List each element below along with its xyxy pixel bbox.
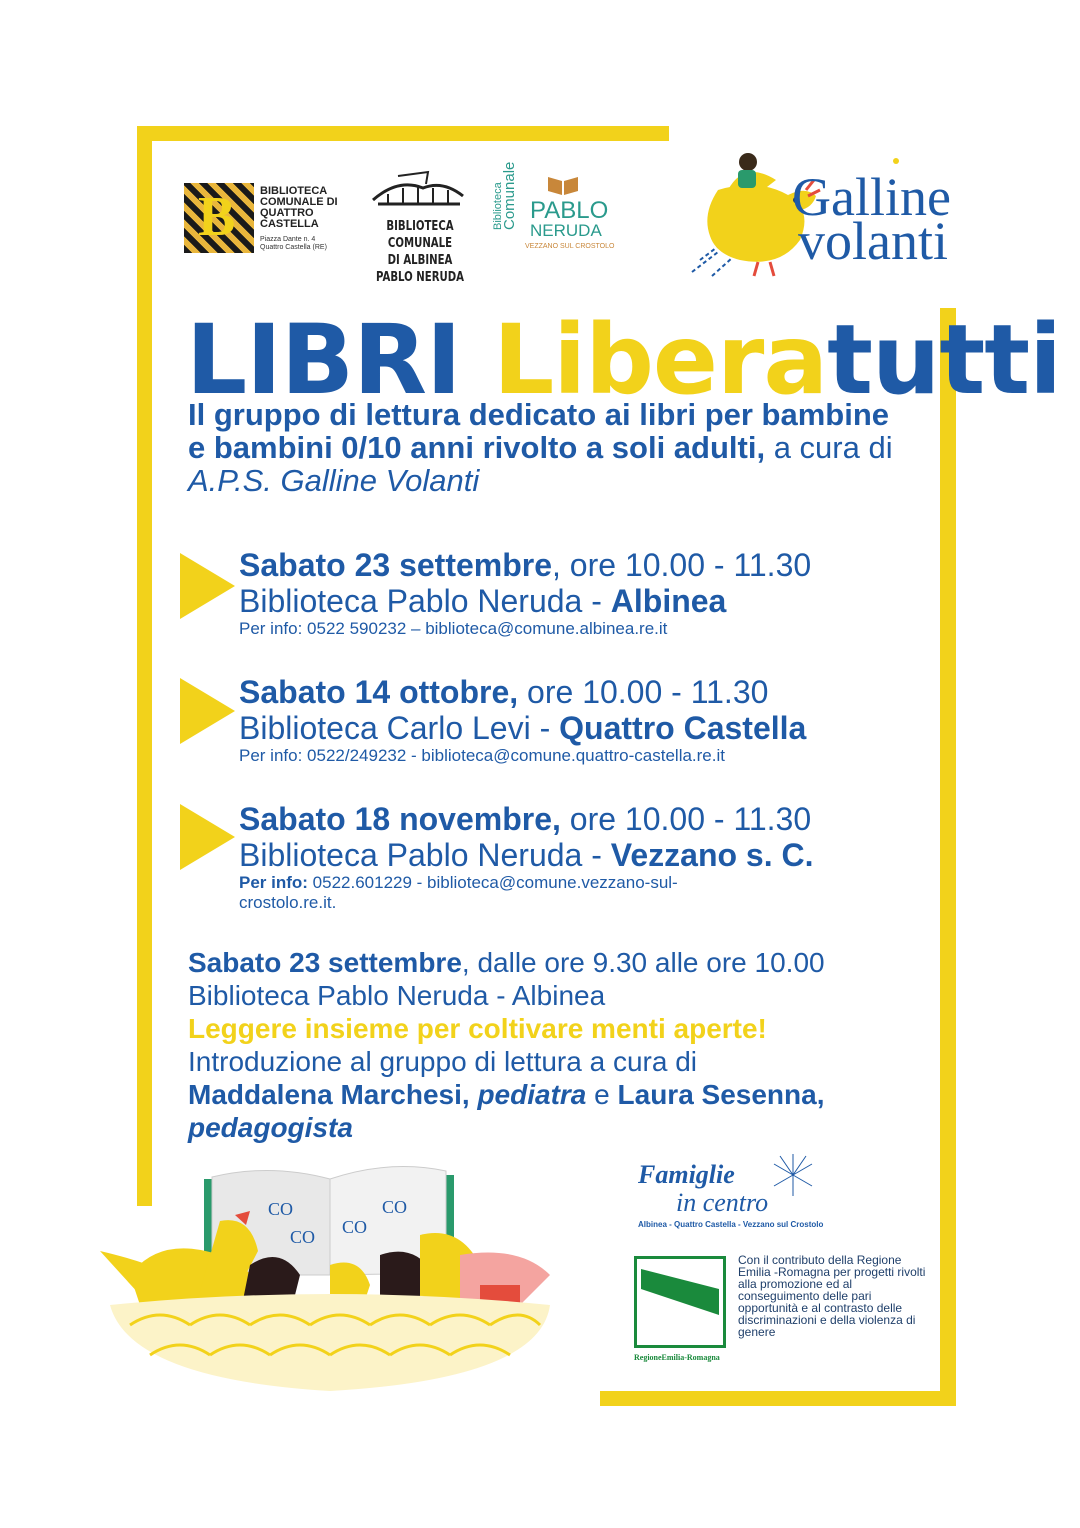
address-line: Quattro Castella (RE) (260, 244, 327, 251)
region-flag-icon (637, 1259, 723, 1345)
speaker-2: Laura Sesenna, (617, 1079, 825, 1110)
event-town: Quattro Castella (559, 710, 807, 746)
address-line: Piazza Dante n. 4 (260, 236, 316, 243)
book-word: CO (268, 1199, 294, 1219)
vezzano-place: VEZZANO SUL CROSTOLO (525, 243, 615, 250)
subtitle-bold: Il gruppo di lettura dedicato ai libri per bambine e bambini 0/10 anni rivolto a soli adulti, (188, 397, 890, 465)
hens-book-illustration (100, 1155, 560, 1395)
region-logo (634, 1256, 726, 1348)
logo-line: QUATTRO (260, 207, 314, 219)
logo-letter: B (198, 186, 236, 248)
quattro-castella-logo-text (260, 186, 338, 230)
event-time: , ore 10.00 - 11.30 (552, 547, 812, 583)
event-3 (239, 801, 814, 913)
title-part-tutti: tutti (827, 304, 1062, 416)
open-book-icon (546, 173, 580, 197)
vertical-line: Biblioteca (492, 182, 504, 230)
event-place: Biblioteca Pablo Neruda - (239, 837, 611, 873)
event-1 (239, 547, 811, 639)
quattro-castella-address (260, 236, 327, 252)
book-word: CO (290, 1227, 316, 1247)
logo-line: BIBLIOTECA (260, 185, 328, 197)
vezzano-vertical-text (492, 162, 516, 230)
frame-right-bar (940, 308, 956, 1406)
dandelion-icon (768, 1150, 818, 1200)
intro-text: Introduzione al gruppo di lettura a cura di (188, 1046, 697, 1077)
vezzano-name-line: PABLO (530, 197, 609, 224)
event-2-arrow-icon (180, 678, 235, 744)
event-place: Biblioteca Carlo Levi - (239, 710, 560, 746)
intro-place: Biblioteca Pablo Neruda - Albinea (188, 980, 606, 1011)
decor-dot (893, 158, 899, 164)
intro-time: , dalle ore 9.30 alle ore 10.00 (461, 947, 825, 978)
vezzano-name-line: NERUDA (530, 221, 602, 240)
book-word: CO (342, 1217, 368, 1237)
event-time: ore 10.00 - 11.30 (560, 801, 812, 837)
vertical-line: Comunale (501, 161, 518, 230)
event-1-arrow-icon (180, 553, 235, 619)
event-info-label: Per info: (239, 873, 308, 892)
intro-date: Sabato 23 settembre (188, 947, 462, 978)
event-info: 0522.601229 - biblioteca@comune.vezzano-sul- (307, 873, 678, 892)
logo-line: PABLO NERUDA (375, 270, 465, 285)
subtitle-normal: a cura di (765, 430, 893, 465)
event-info-continued: crostolo.re.it. (239, 893, 337, 912)
quattro-castella-logo (184, 183, 254, 253)
event-info: 0522/249232 - biblioteca@comune.quattro-castella.re.it (302, 746, 725, 765)
logo-line: BIBLIOTECA COMUNALE (386, 219, 454, 251)
speaker-1: Maddalena Marchesi, (188, 1079, 470, 1110)
logo-line: DI ALBINEA (387, 253, 453, 268)
galline-volanti-wordmark (782, 167, 951, 271)
event-3-arrow-icon (180, 804, 235, 870)
speaker-2-role: pedagogista (188, 1112, 353, 1143)
famiglie-places: Albinea - Quattro Castella - Vezzano sul Crostolo (638, 1220, 824, 1229)
region-label: RegioneEmilia-Romagna (634, 1353, 720, 1362)
subtitle-organizer: A.P.S. Galline Volanti (188, 463, 480, 498)
event-date: Sabato 14 ottobre, (239, 674, 519, 710)
book-word: CO (382, 1197, 408, 1217)
famiglie-title: Famiglie (638, 1160, 735, 1189)
frame-bottom-bar (600, 1391, 956, 1406)
page-title (186, 304, 1062, 416)
logo-line: CASTELLA (260, 218, 319, 230)
speaker-1-role: pediatra (477, 1079, 587, 1110)
event-date: Sabato 23 settembre (239, 547, 553, 583)
contribution-text: Con il contributo della Regione Emilia -Romagna per progetti rivolti alla promozione ed al conseguimento delle pari opportunità e al contrasto delle discriminazioni e della violenza di genere (738, 1253, 926, 1339)
logo-line: COMUNALE DI (260, 196, 338, 208)
intro-block (188, 946, 928, 1144)
event-place: Biblioteca Pablo Neruda - (239, 583, 611, 619)
title-part-libri: LIBRI (186, 304, 494, 416)
galline-line: volanti (798, 211, 948, 271)
event-2 (239, 674, 806, 766)
event-info-label: Per info: (239, 619, 303, 638)
vezzano-logo (492, 161, 615, 260)
frame-left-bar (137, 126, 152, 1206)
event-town: Vezzano s. C. (610, 837, 814, 873)
event-info: 0522 590232 – biblioteca@comune.albinea.re.it (302, 619, 668, 638)
galline-line: Galline (792, 167, 951, 227)
subtitle (188, 398, 908, 497)
famiglie-subtitle: in centro (676, 1188, 769, 1217)
albinea-library-icon (368, 170, 468, 212)
frame-top-bar (137, 126, 669, 141)
event-town: Albinea (610, 583, 727, 619)
event-time: ore 10.00 - 11.30 (518, 674, 769, 710)
intro-and: e (586, 1079, 618, 1110)
event-date: Sabato 18 novembre, (239, 801, 561, 837)
event-info-label: Per info: (239, 746, 303, 765)
albinea-logo-text (369, 218, 470, 286)
title-part-libera: Libera (493, 304, 828, 416)
intro-slogan: Leggere insieme per coltivare menti aperte! (188, 1013, 767, 1044)
